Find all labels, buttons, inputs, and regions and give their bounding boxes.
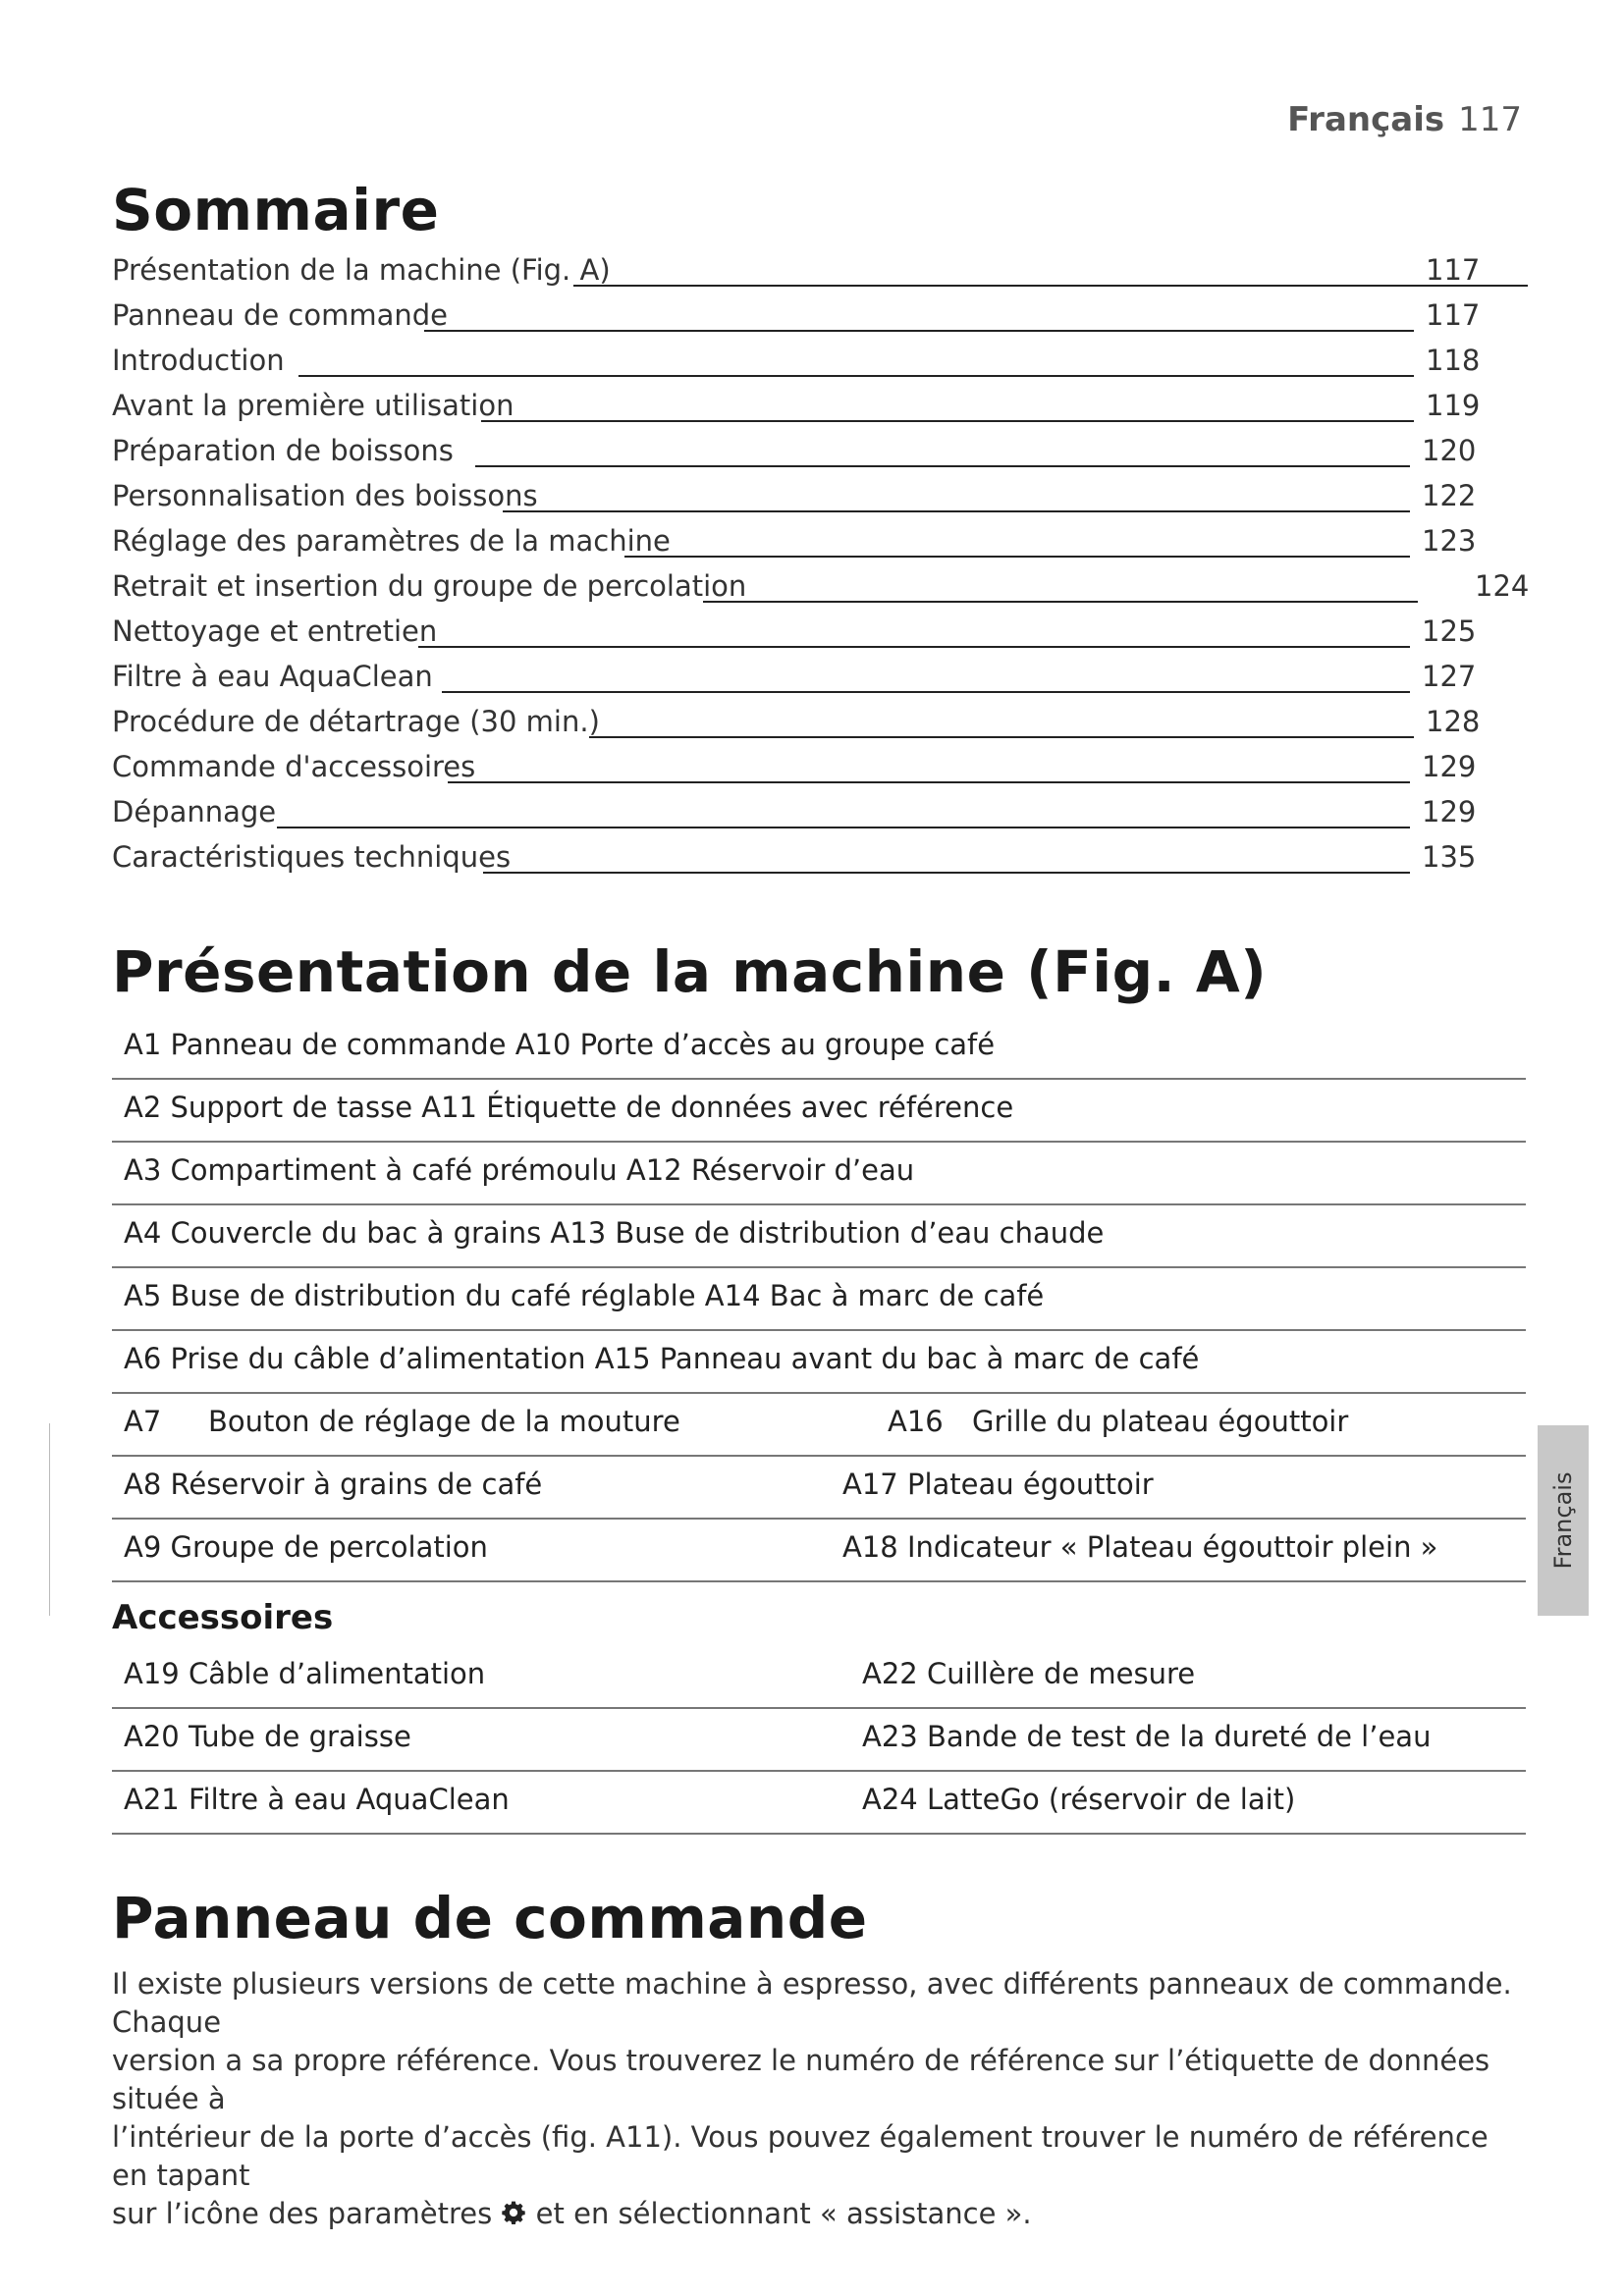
toc-leader bbox=[703, 601, 1418, 603]
row-text: A5 Buse de distribution du café réglable A14 Bac à marc de café bbox=[124, 1279, 1045, 1312]
toc-entry-page: 118 bbox=[1426, 344, 1481, 377]
page-header bbox=[1287, 100, 1522, 139]
table-row bbox=[112, 1204, 1526, 1268]
toc-entry-title: Nettoyage et entretien bbox=[112, 614, 438, 648]
toc-entry-page: 117 bbox=[1426, 253, 1481, 287]
accessory-left: A21 Filtre à eau AquaClean bbox=[124, 1783, 510, 1816]
toc-entry-page: 129 bbox=[1422, 750, 1477, 783]
table-row bbox=[112, 1456, 1526, 1520]
side-tab-label: Français bbox=[1549, 1471, 1577, 1570]
toc-entry-title: Introduction bbox=[112, 344, 285, 377]
part-code-right: A16 bbox=[888, 1405, 944, 1438]
table-row bbox=[112, 1519, 1526, 1582]
table-row bbox=[112, 1079, 1526, 1143]
row-text: A6 Prise du câble d’alimentation A15 Panneau avant du bac à marc de café bbox=[124, 1342, 1200, 1375]
toc-leader bbox=[624, 556, 1410, 558]
paragraph-line: version a sa propre référence. Vous trouverez le numéro de référence sur l’étiquette de données située à bbox=[112, 2044, 1490, 2115]
toc-entry-page: 124 bbox=[1475, 569, 1530, 603]
paragraph-text: sur l’icône des paramètres bbox=[112, 2197, 493, 2230]
toc-entry-title: Dépannage bbox=[112, 795, 277, 828]
row-text: A2 Support de tasse A11 Étiquette de données avec référence bbox=[124, 1091, 1014, 1124]
margin-rule bbox=[49, 1423, 50, 1616]
toc-entry-title: Commande d'accessoires bbox=[112, 750, 476, 783]
accessories-heading: Accessoires bbox=[112, 1598, 334, 1637]
toc-leader bbox=[475, 465, 1410, 467]
toc-leader bbox=[448, 781, 1410, 783]
part-right: A18 Indicateur « Plateau égouttoir plein » bbox=[842, 1530, 1438, 1564]
part-left: A9 Groupe de percolation bbox=[124, 1530, 488, 1564]
toc-entry-page: 135 bbox=[1422, 840, 1477, 874]
part-left: A8 Réservoir à grains de café bbox=[124, 1468, 543, 1501]
toc-leader bbox=[573, 285, 1528, 287]
control-panel-heading: Panneau de commande bbox=[112, 1885, 868, 1951]
toc-entry-title: Préparation de boissons bbox=[112, 434, 454, 467]
header-page-number: 117 bbox=[1458, 100, 1522, 139]
toc-leader bbox=[418, 646, 1410, 648]
accessory-left: A19 Câble d’alimentation bbox=[124, 1657, 486, 1690]
paragraph-line-last bbox=[112, 2195, 1526, 2233]
toc-entry-page: 119 bbox=[1426, 389, 1481, 422]
table-row bbox=[112, 1393, 1526, 1457]
toc-leader bbox=[424, 330, 1414, 332]
paragraph-line: Il existe plusieurs versions de cette machine à espresso, avec différents panneaux de commande. Chaque bbox=[112, 1967, 1512, 2039]
part-right: A17 Plateau égouttoir bbox=[842, 1468, 1154, 1501]
toc-entry-title: Présentation de la machine (Fig. A) bbox=[112, 253, 611, 287]
toc-leader bbox=[483, 872, 1410, 874]
toc-leader bbox=[589, 736, 1414, 738]
control-panel-paragraph bbox=[112, 1965, 1526, 2233]
accessory-right: A22 Cuillère de mesure bbox=[862, 1657, 1196, 1690]
part-label-left: Bouton de réglage de la mouture bbox=[208, 1405, 680, 1438]
row-text: A3 Compartiment à café prémoulu A12 Réservoir d’eau bbox=[124, 1153, 915, 1187]
toc-entry-title: Avant la première utilisation bbox=[112, 389, 514, 422]
table-row bbox=[112, 1267, 1526, 1331]
row-text: A1 Panneau de commande A10 Porte d’accès au groupe café bbox=[124, 1028, 996, 1061]
toc-entry-page: 122 bbox=[1422, 479, 1477, 512]
toc-entry-title: Panneau de commande bbox=[112, 298, 448, 332]
table-row bbox=[112, 1142, 1526, 1205]
accessory-left: A20 Tube de graisse bbox=[124, 1720, 411, 1753]
toc-entry-title: Caractéristiques techniques bbox=[112, 840, 512, 874]
table-row bbox=[112, 1771, 1526, 1835]
toc-leader bbox=[442, 691, 1410, 693]
toc-heading: Sommaire bbox=[112, 177, 440, 243]
toc-leader bbox=[481, 420, 1414, 422]
side-language-tab bbox=[1538, 1425, 1589, 1616]
toc-entry-page: 129 bbox=[1422, 795, 1477, 828]
toc-leader bbox=[503, 510, 1410, 512]
toc-entry-page: 127 bbox=[1422, 660, 1477, 693]
toc-entry-page: 117 bbox=[1426, 298, 1481, 332]
table-row bbox=[112, 1708, 1526, 1772]
toc-entry-page: 123 bbox=[1422, 524, 1477, 558]
toc-entry-page: 120 bbox=[1422, 434, 1477, 467]
toc-entry-title: Filtre à eau AquaClean bbox=[112, 660, 433, 693]
toc-entry-title: Réglage des paramètres de la machine bbox=[112, 524, 671, 558]
gear-icon bbox=[501, 2200, 526, 2225]
toc-leader bbox=[277, 827, 1410, 828]
table-row bbox=[112, 1016, 1526, 1080]
part-code-left: A7 bbox=[124, 1405, 162, 1438]
accessory-right: A24 LatteGo (réservoir de lait) bbox=[862, 1783, 1296, 1816]
toc-leader bbox=[298, 375, 1414, 377]
machine-heading: Présentation de la machine (Fig. A) bbox=[112, 938, 1268, 1005]
part-label-right: Grille du plateau égouttoir bbox=[972, 1405, 1349, 1438]
paragraph-line: l’intérieur de la porte d’accès (fig. A11). Vous pouvez également trouver le numéro de référence en tapant bbox=[112, 2120, 1489, 2192]
toc-entry-title: Procédure de détartrage (30 min.) bbox=[112, 705, 600, 738]
paragraph-text: et en sélectionnant « assistance ». bbox=[526, 2197, 1032, 2230]
table-row bbox=[112, 1330, 1526, 1394]
toc-entry-title: Personnalisation des boissons bbox=[112, 479, 538, 512]
toc-entry-page: 128 bbox=[1426, 705, 1481, 738]
toc-entry-page: 125 bbox=[1422, 614, 1477, 648]
row-text: A4 Couvercle du bac à grains A13 Buse de distribution d’eau chaude bbox=[124, 1216, 1105, 1250]
header-language: Français bbox=[1287, 100, 1445, 139]
accessory-right: A23 Bande de test de la dureté de l’eau bbox=[862, 1720, 1432, 1753]
toc-entry-title: Retrait et insertion du groupe de percolation bbox=[112, 569, 747, 603]
table-row bbox=[112, 1645, 1526, 1709]
